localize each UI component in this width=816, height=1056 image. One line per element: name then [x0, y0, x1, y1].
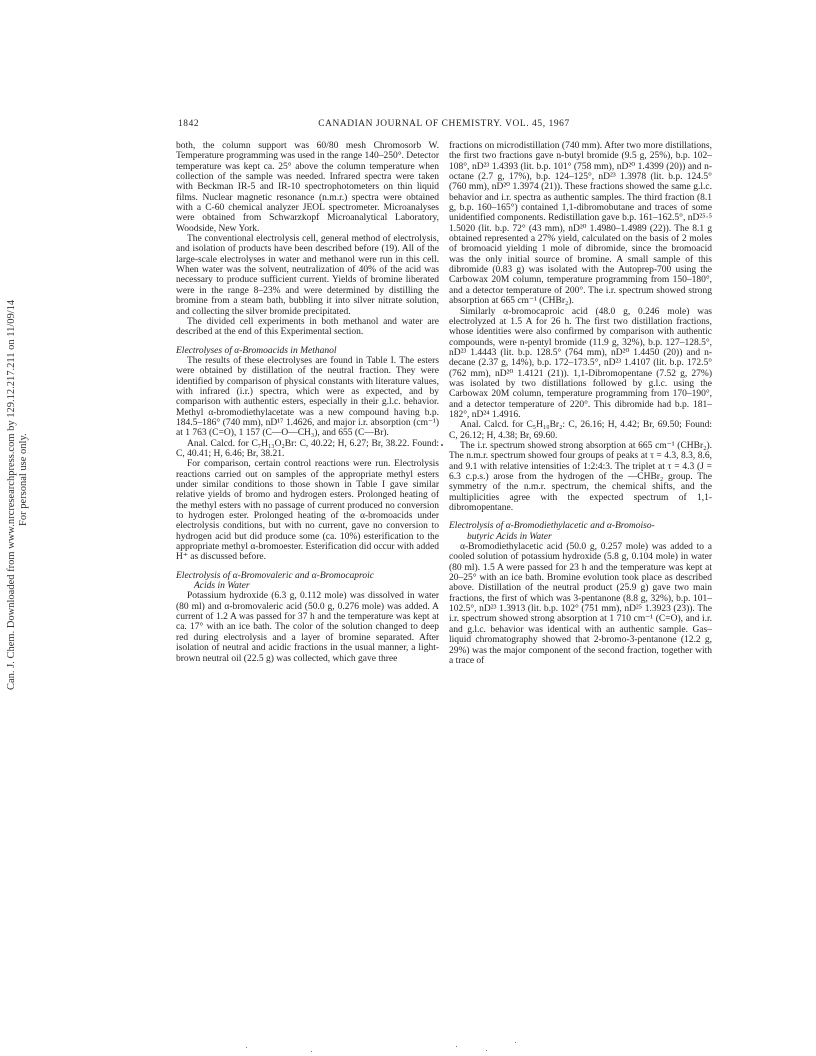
section-heading-line-1: Electrolysis of α-Bromovaleric and α-Bromocaproic [176, 570, 374, 581]
paragraph-anal-ester: Anal. Calcd. for C₇H₁₃O₂Br: C, 40.22; H, 6.27; Br, 38.22. Found: C, 40.41; H, 6.46; Br, 38.21. [176, 438, 439, 459]
paragraph-electrolysis-cell: The conventional electrolysis cell, general method of electrolysis, and isolation of products have been described before (19). All of the large-scale electrolyses in water and methanol were run in this cell. When water was the solvent, neutralization of 40% of the acid was necessary to produce sufficient current. Yields of bromine liberated were in the range 8–23% and were determined by distilling the bromine from a steam bath, bubbling it into silver nitrate solution, and collecting the silver bromide precipitated. [176, 234, 439, 317]
paragraph-caproic-electrolysis: Similarly α-bromocaproic acid (48.0 g, 0.246 mole) was electrolyzed at 1.5 A for 26 h. The first two distillation fractions, whose identities were also confirmed by comparison with authentic compounds, were n-pentyl bromide (11.9 g, 32%), b.p. 127–128.5°, nD²³ 1.4443 (lit. b.p. 128.5° (764 mm), nD²⁰ 1.4450 (20)) and n-decane (2.37 g, 14%), b.p. 172–173.5°, nD²³ 1.4107 (lit. b.p. 172.5° (762 mm), nD²⁰ 1.4121 (21)). 1,1-Dibromopentane (7.52 g, 27%) was isolated by two distillations followed by g.l.c. using the Carbowax 20M column, temperature programming from 170–190°, and a detector temperature of 220°. This dibromide had b.p. 181–182°, nD²⁴ 1.4916. [449, 306, 712, 420]
scan-speck [486, 1050, 487, 1051]
scan-speck [515, 1042, 516, 1043]
paragraph-nmr-spectrum: The i.r. spectrum showed strong absorption at 665 cm⁻¹ (CHBr₂). The n.m.r. spectrum showed four groups of peaks at τ = 4.3, 8.3, 8.6, and 9.1 with relative intensities of 1:2:4:3. The triplet at τ = 4.3 (J = 6.3 c.p.s.) arose from the hydrogen of the —CHBr₂ group. The symmetry of the n.m.r. spectrum, the chemical shifts, and the multiplicities agree with the expected spectrum of 1,1-dibromopentane. [449, 440, 712, 514]
download-watermark-text [6, 0, 30, 690]
section-heading-valeric-caproic [176, 571, 439, 592]
paragraph-diethylacetic-procedure: α-Bromodiethylacetic acid (50.0 g, 0.257 mole) was added to a cooled solution of potassium hydroxide (5.8 g, 0.104 mole) in water (80 ml). 1.5 A were passed for 23 h and the temperature was kept at 20–25° with an ice bath. Bromine evolution took place as described above. Distillation of the neutral product (25.9 g) gave two main fractions, the first of which was 3-pentanone (8.8 g, 32%), b.p. 101–102.5°, nD²³ 1.3913 (lit. b.p. 102° (751 mm), nD²⁵ 1.3923 (23)). The i.r. spectrum showed strong absorption at 1 710 cm⁻¹ (C=O), and i.r. and g.l.c. behavior was identical with an authentic sample. Gas–liquid chromatography showed that 2-bromo-3-pentanone (12.2 g, 29%) was the major component of the second fraction, together with a trace of [449, 542, 712, 666]
paragraph-methanol-results: The results of these electrolyses are found in Table I. The esters were obtained by distillation of the neutral fraction. They were identified by comparison of physical constants with literature values, with infrared (i.r.) spectra, which were as expected, and by comparison with authentic esters, especially in their g.l.c. behavior. Methyl α-bromodiethylacetate was a new compound having b.p. 184.5–186° (740 mm), nD¹⁷ 1.4626, and major i.r. absorption (cm⁻¹) at 1 763 (C=O), 1 157 (C—O—CH₃), and 655 (C—Br). [176, 355, 439, 439]
page-number: 1842 [178, 119, 200, 129]
scan-speck [246, 1047, 247, 1048]
paragraph-control-reactions: For comparison, certain control reactions were run. Electrolysis reactions carried out on samples of the appropriate methyl esters under similar conditions to those shown in Table I gave similar relative yields of bromo and hydrogen esters. Prolonged heating of the methyl esters with no passage of current produced no conversion to hydrogen ester. Prolonged heating of the α-bromoacids under electrolysis conditions, but with no current, gave no conversion to hydrogen acid but did produce some (ca. 10%) esterification to the appropriate methyl α-bromoester. Esterification did occur with added H⁺ as discussed before. [176, 459, 439, 563]
download-watermark-line-2: For personal use only. [18, 433, 29, 526]
section-heading-line-1: Electrolysis of α-Bromodiethylacetic and α-Bromoiso- [449, 521, 655, 532]
section-heading-line-2: butyric Acids in Water [467, 531, 552, 542]
paragraph-microdistillation: fractions on microdistillation (740 mm). After two more distillations, the first two fractions gave n-butyl bromide (9.5 g, 25%), b.p. 102–108°, nD²³ 1.4393 (lit. b.p. 101° (758 mm), nD²⁰ 1.4399 (20)) and n-octane (2.7 g, 17%), b.p. 124–125°, nD²³ 1.3978 (lit. b.p. 124.5° (760 mm), nD²⁰ 1.3974 (21)). These fractions showed the same g.l.c. behavior and i.r. spectra as authentic samples. The third fraction (8.1 g, b.p. 160–165°) contained 1,1-dibromobutane and traces of some unidentified components. Redistillation gave b.p. 161–162.5°, nD²⁵·⁵ 1.5020 (lit. b.p. 72° (43 mm), nD²⁰ 1.4980–1.4989 (22)). The 8.1 g obtained represented a 27% yield, calculated on the basis of 2 moles of bromoacid yielding 1 mole of dibromide, since the bromoacid was the only initial source of bromine. A small sample of this dibromide (0.83 g) was isolated with the Autoprep-700 using the Carbowax 20M column, temperature programming from 150–180°, and a detector temperature of 200°. The i.r. spectrum showed strong absorption at 665 cm⁻¹ (CHBr₂). [449, 141, 712, 307]
section-heading-diethylacetic-isobutyric [449, 521, 712, 542]
right-column [449, 141, 712, 666]
left-column [176, 141, 439, 664]
paragraph-gc-conditions: both, the column support was 60/80 mesh Chromosorb W. Temperature programming was used in the range 140–250°. Detector temperature was kept ca. 25° above the column temperature when collection of the sample was needed. Infrared spectra were taken with Beckman IR-5 and IR-10 spectrophotometers on thin liquid films. Nuclear magnetic resonance (n.m.r.) spectra were obtained with a C-60 chemical analyzer JEOL spectrometer. Microanalyses were obtained from Schwarzkopf Microanalytical Laboratory, Woodside, New York. [176, 141, 439, 234]
paragraph-valeric-procedure: Potassium hydroxide (6.3 g, 0.112 mole) was dissolved in water (80 ml) and α-bromovaleric acid (50.0 g, 0.276 mole) was added. A current of 1.2 A was passed for 37 h and the temperature was kept at ca. 17° with an ice bath. The color of the solution changed to deep red during electrolysis and a layer of bromine separated. After isolation of neutral and acidic fractions in the usual manner, a light-brown neutral oil (22.5 g) was collected, which gave three [176, 591, 439, 664]
paragraph-anal-dibromide: Anal. Calcd. for C₅H₁₀Br₂: C, 26.16; H, 4.42; Br, 69.50; Found: C, 26.12; H, 4.38; Br, 69.60. [449, 420, 712, 441]
section-heading-methanol: Electrolyses of α-Bromoacids in Methanol [176, 345, 337, 356]
scan-speck [456, 1046, 457, 1047]
scan-speck [311, 1051, 312, 1052]
download-watermark [6, 299, 29, 710]
journal-running-head: CANADIAN JOURNAL OF CHEMISTRY. VOL. 45, 1967 [318, 119, 570, 129]
scan-speck [441, 444, 443, 446]
download-watermark-line-1: Can. J. Chem. Downloaded from www.nrcresearchpress.com by 129.12.217.211 on 11/09/14 [6, 299, 17, 690]
section-heading-line-2: Acids in Water [194, 581, 250, 592]
paragraph-divided-cell: The divided cell experiments in both methanol and water are described at the end of this Experimental section. [176, 316, 439, 338]
